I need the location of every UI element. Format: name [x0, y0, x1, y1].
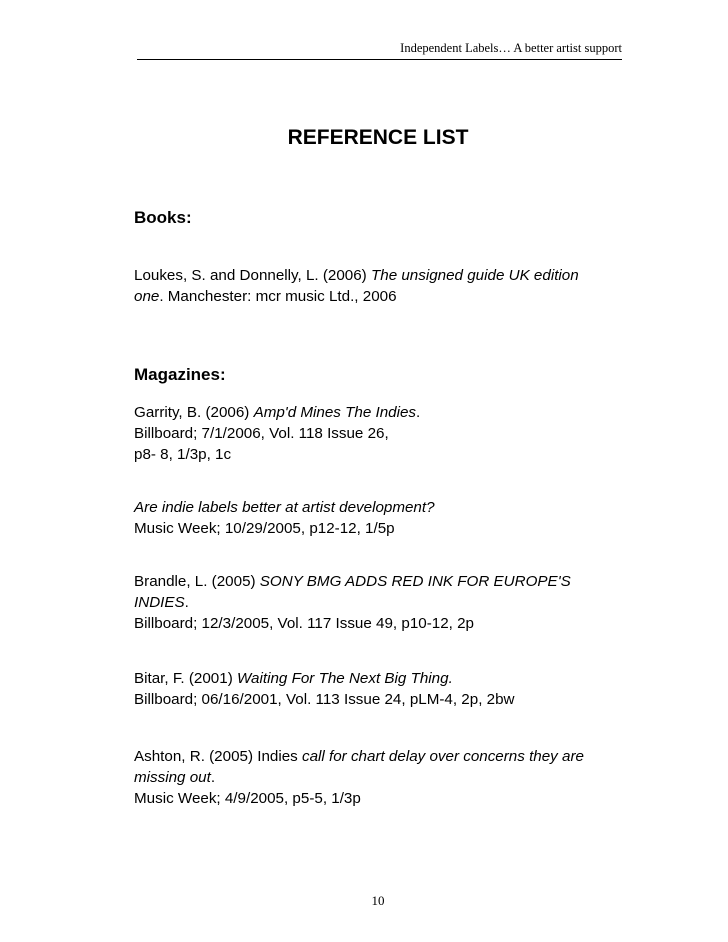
reference-source: Music Week; 10/29/2005, p12-12, 1/5p [134, 520, 395, 537]
page-number: 10 [371, 893, 385, 908]
running-header: Independent Labels… A better artist support [137, 40, 622, 60]
books-heading: Books: [134, 208, 192, 227]
magazine-reference [134, 571, 624, 634]
reference-source: Music Week; 4/9/2005, p5-5, 1/3p [134, 790, 361, 807]
reference-pages: p8- 8, 1/3p, 1c [134, 446, 232, 463]
magazines-heading: Magazines: [134, 365, 226, 384]
reference-source: Billboard; 7/1/2006, Vol. 118 Issue 26, [134, 425, 389, 442]
magazine-reference [134, 402, 624, 465]
reference-author: Garrity, B. (2006) [134, 404, 254, 421]
reference-source: Billboard; 12/3/2005, Vol. 117 Issue 49, p10-12, 2p [134, 615, 474, 632]
magazine-reference [134, 497, 624, 539]
reference-title: Waiting For The Next Big Thing. [236, 670, 453, 687]
reference-punctuation: . [416, 404, 421, 421]
reference-title: SONY BMG ADDS RED INK FOR EUROPE'S INDIES [134, 573, 571, 611]
magazine-reference [134, 746, 614, 809]
reference-punctuation: . [184, 594, 189, 611]
magazine-reference [134, 668, 624, 710]
reference-author: Loukes, S. and Donnelly, L. (2006) [134, 267, 371, 284]
reference-title: The unsigned guide UK edition one [134, 267, 579, 305]
reference-author: Bitar, F. (2001) [134, 670, 237, 687]
reference-author: Ashton, R. (2005) Indies [134, 748, 302, 765]
reference-author: Brandle, L. (2005) [134, 573, 260, 590]
reference-title: Amp'd Mines The Indies [253, 404, 417, 421]
reference-publisher: . Manchester: mcr music Ltd., 2006 [159, 288, 397, 305]
reference-punctuation: . [210, 769, 216, 786]
page-title: REFERENCE LIST [287, 126, 469, 149]
reference-title: Are indie labels better at artist development? [134, 499, 435, 516]
reference-title: call for chart delay over concerns they are missing out [134, 748, 584, 786]
reference-source: Billboard; 06/16/2001, Vol. 113 Issue 24, pLM-4, 2p, 2bw [134, 691, 515, 708]
book-reference [134, 265, 589, 307]
